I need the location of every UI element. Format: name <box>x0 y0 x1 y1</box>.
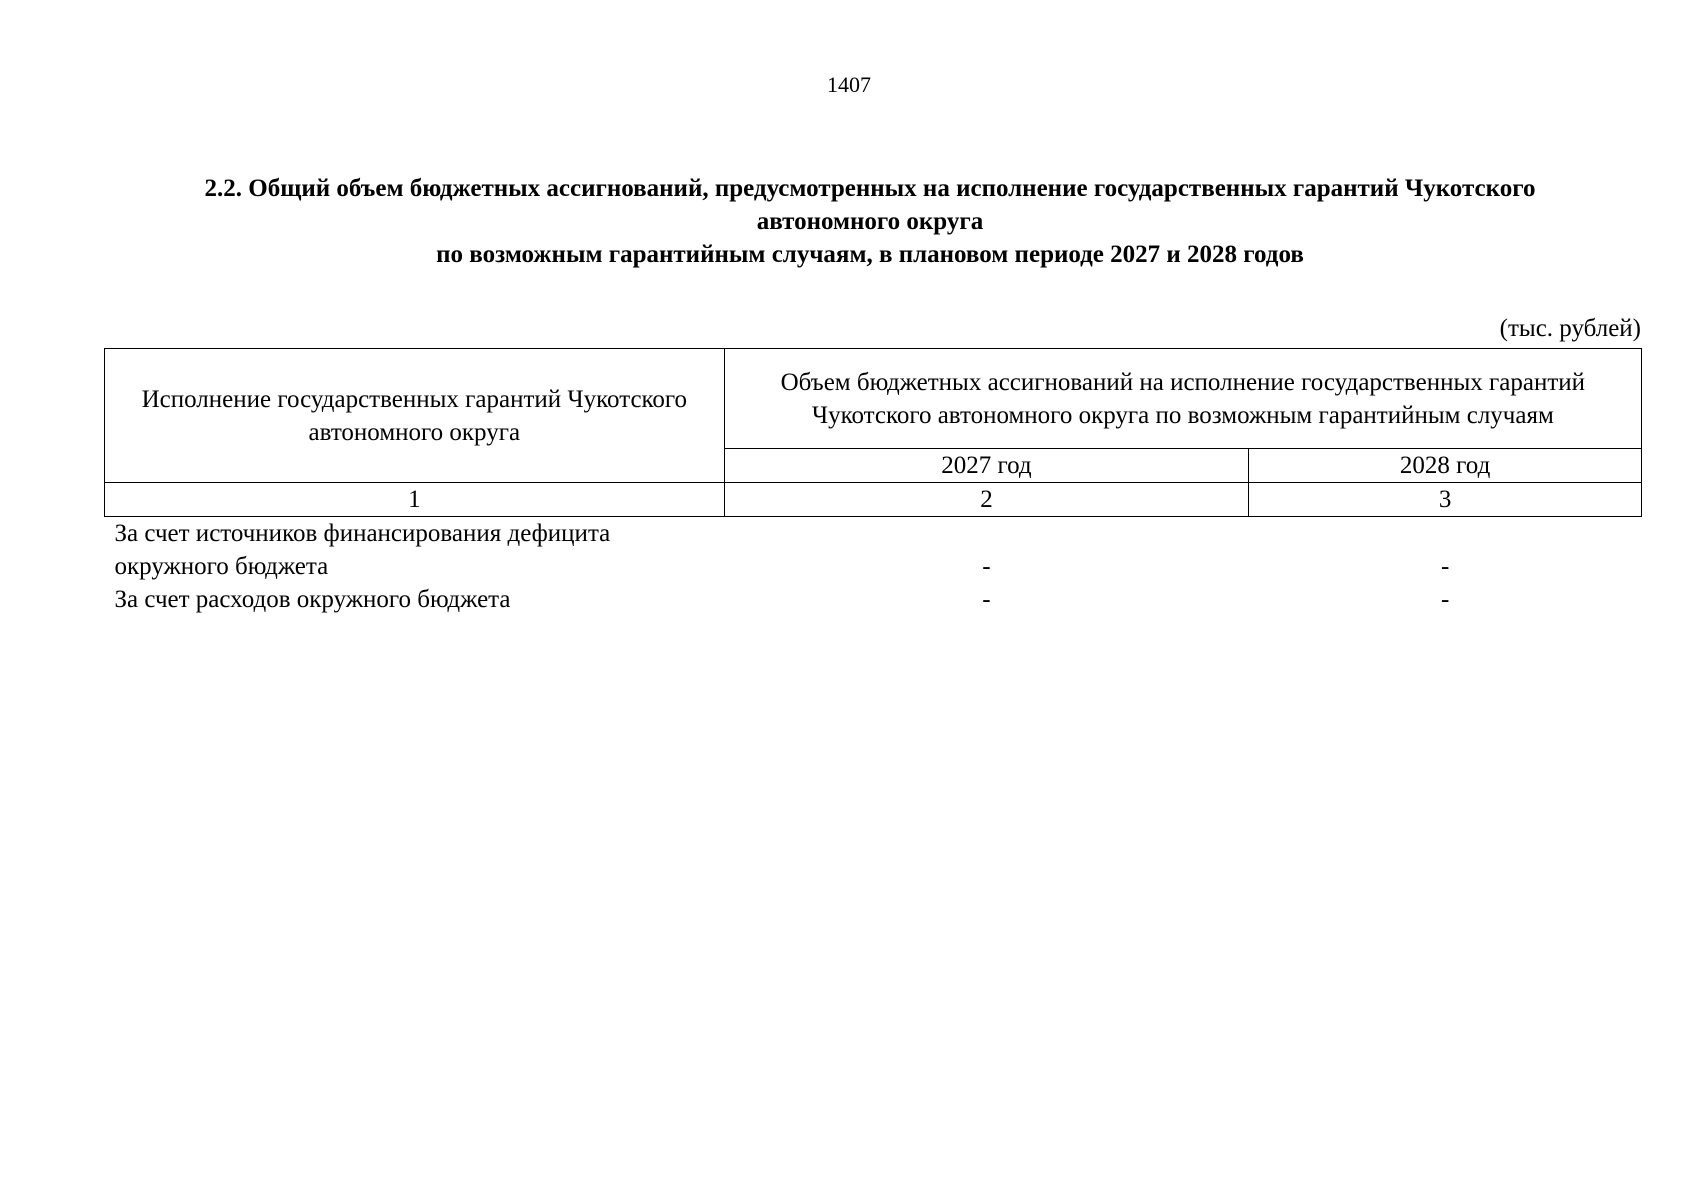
units-label: (тыс. рублей) <box>1499 315 1641 342</box>
table-row <box>105 517 1642 584</box>
row-label: За счет источников финансирования дефицита окружного бюджета <box>114 520 611 580</box>
column-numbers-row <box>105 483 1642 517</box>
col-number-1: 1 <box>105 483 725 517</box>
table-header-row <box>105 349 1642 449</box>
header-2027: 2027 год <box>724 449 1249 483</box>
header-col1: Исполнение государственных гарантий Чукотского автономного округа <box>105 349 725 483</box>
row-label: За счет расходов окружного бюджета <box>114 586 511 613</box>
document-title <box>100 172 1640 271</box>
row-value-2028: - <box>1440 586 1450 613</box>
row-value-2027: - <box>982 553 991 580</box>
title-line-3: по возможным гарантийным случаям, в плановом периоде 2027 и 2028 годов <box>436 241 1304 268</box>
title-line-2: автономного округа <box>756 208 984 235</box>
title-line-1: 2.2. Общий объем бюджетных ассигнований, предусмотренных на исполнение государственных гарантий Чукотского <box>204 175 1536 202</box>
row-value-2027: - <box>982 586 991 613</box>
row-value-2028: - <box>1440 553 1450 580</box>
col-number-3: 3 <box>1249 483 1642 517</box>
header-2028: 2028 год <box>1249 449 1642 483</box>
budget-table <box>104 348 1642 616</box>
table-row <box>105 583 1642 616</box>
page-number: 1407 <box>827 72 871 97</box>
col-number-2: 2 <box>724 483 1249 517</box>
header-group: Объем бюджетных ассигнований на исполнение государственных гарантий Чукотского автономного округа по возможным гарантийным случаям <box>724 349 1641 449</box>
